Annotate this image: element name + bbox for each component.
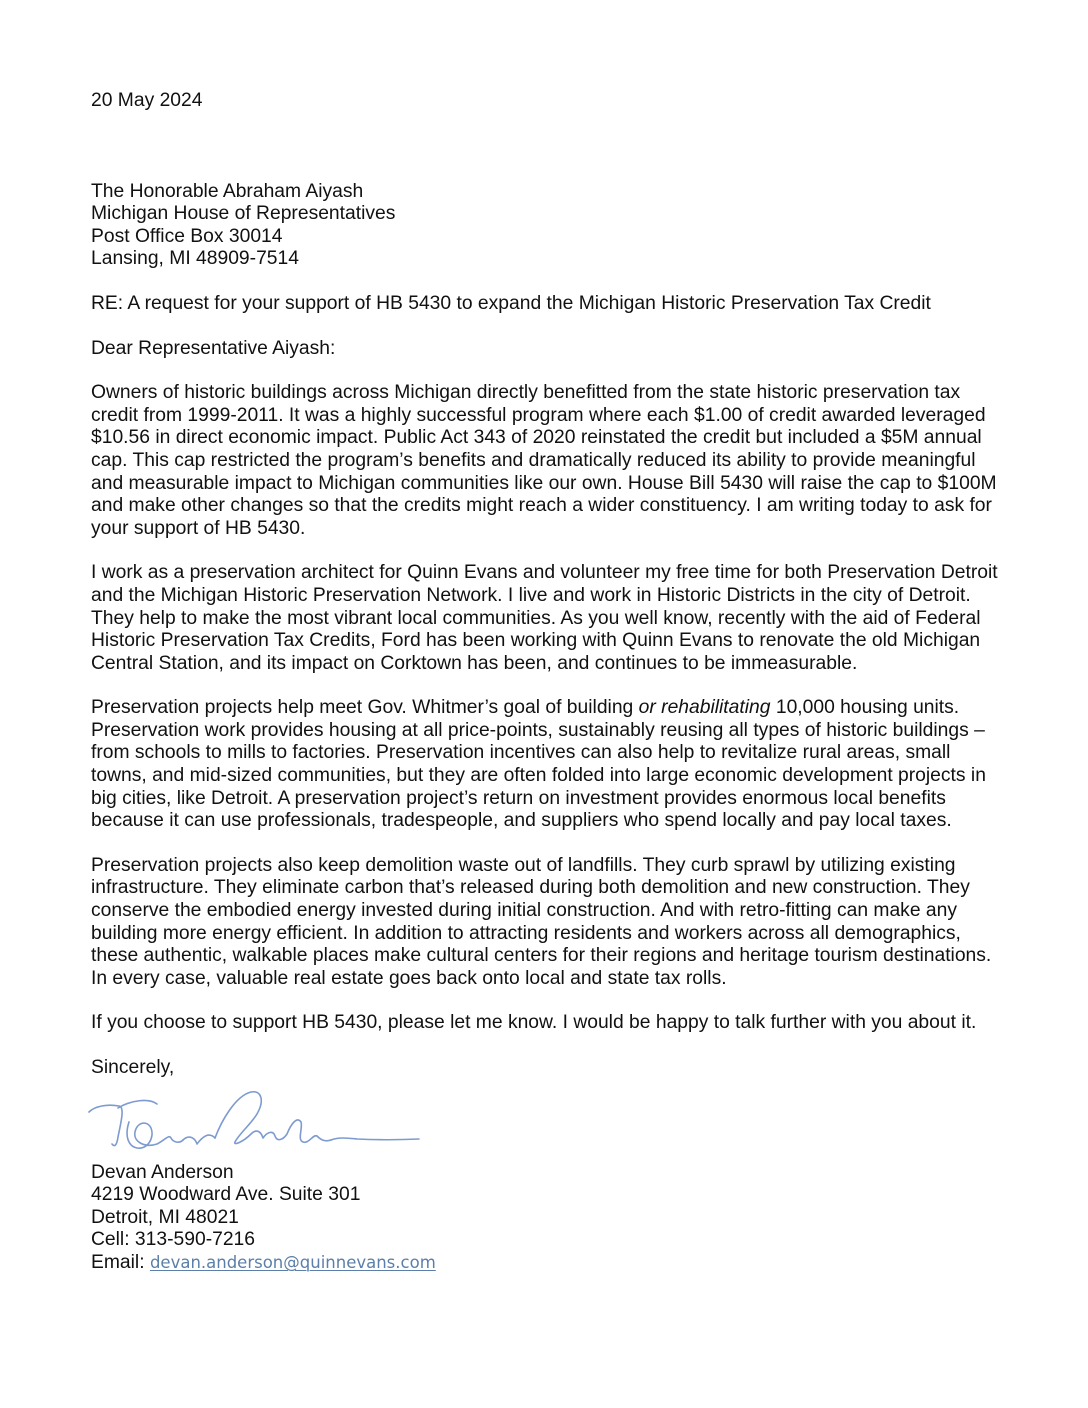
- paragraph-3-text-end: 10,000 housing units. Preservation work provides housing at all price-points, sustainably reusing all types of historic buildings – from schools to mills to factories. Preservation incentives can also help to revitalize rural areas, small towns, and mid-sized communities, but they are often folded into large economic development projects in big cities, like Detroit. A preservation project’s return on investment provides enormous local benefits because it can use professionals, tradespeople, and suppliers who spend locally and pay local taxes.: [91, 697, 986, 832]
- sender-email-line: [91, 1252, 1006, 1275]
- paragraph-2: I work as a preservation architect for Quinn Evans and volunteer my free time for both Preservation Detroit and the Michigan Historic Preservation Network. I live and work in Historic Districts in the city of Detroit. They help to make the most vibrant local communities. As you well know, recently with the aid of Federal Historic Preservation Tax Credits, Ford has been working with Quinn Evans to renovate the old Michigan Central Station, and its impact on Corktown has been, and continues to be immeasurable.: [91, 562, 998, 674]
- paragraph-1: Owners of historic buildings across Michigan directly benefitted from the state historic preservation tax credit from 1999-2011. It was a highly successful program where each $1.00 of credit awarded leveraged $10.56 in direct economic impact. Public Act 343 of 2020 reinstated the credit but included a $5M annual cap. This cap restricted the program’s benefits and dramatically reduced its ability to provide meaningful and measurable impact to Michigan communities like our own. House Bill 5430 will raise the cap to $100M and make other changes so that the credits might reach a wider constituency. I am writing today to ask for your support of HB 5430.: [91, 382, 997, 539]
- recipient-org: Michigan House of Representatives: [91, 203, 396, 225]
- sender-email-label: Email:: [91, 1251, 150, 1273]
- sender-cell: Cell: 313-590-7216: [91, 1229, 256, 1251]
- closing: Sincerely,: [91, 1057, 175, 1078]
- letter-date: 20 May 2024: [91, 90, 203, 111]
- recipient-name: The Honorable Abraham Aiyash: [91, 180, 364, 202]
- subject-line: RE: A request for your support of HB 5430 to expand the Michigan Historic Preservation Tax Credit: [91, 292, 931, 314]
- sender-address-line-1: 4219 Woodward Ave. Suite 301: [91, 1184, 361, 1206]
- paragraph-3-text-start: Preservation projects help meet Gov. Whitmer’s goal of building: [91, 697, 639, 719]
- paragraph-4: Preservation projects also keep demolition waste out of landfills. They curb sprawl by utilizing existing infrastructure. They eliminate carbon that’s released during both demolition and new construction. They conserve the embodied energy invested during initial construction. And with retro-fitting can make any building more energy efficient. In addition to attracting residents and workers across all demographics, these authentic, walkable places make cultural centers for their regions and heritage tourism destinations. In every case, valuable real estate goes back onto local and state tax rolls.: [91, 854, 992, 989]
- paragraph-3-emphasis: or rehabilitating: [638, 697, 771, 719]
- paragraph-3: [91, 697, 1011, 833]
- email-link[interactable]: devan.anderson@quinnevans.com: [149, 1252, 436, 1272]
- sender-address-line-2: Detroit, MI 48021: [91, 1206, 239, 1228]
- sender-name: Devan Anderson: [91, 1161, 234, 1183]
- recipient-address-line-1: Post Office Box 30014: [91, 225, 283, 247]
- salutation: Dear Representative Aiyash:: [91, 337, 336, 359]
- sender-block: [91, 1162, 1006, 1275]
- letter-body: [91, 90, 1006, 1275]
- recipient-address-line-2: Lansing, MI 48909-7514: [91, 248, 299, 270]
- paragraph-5: If you choose to support HB 5430, please let me know. I would be happy to talk further with you about it.: [91, 1012, 977, 1034]
- recipient-address: [91, 181, 1006, 271]
- handwritten-signature: [85, 1082, 425, 1162]
